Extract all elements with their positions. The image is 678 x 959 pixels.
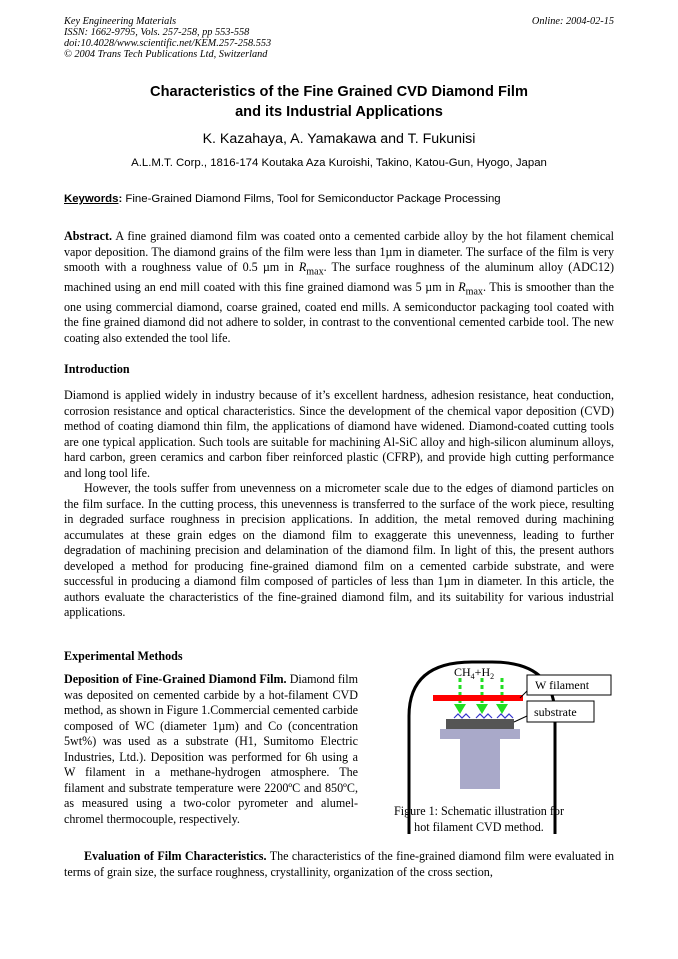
- introduction-body: [64, 388, 614, 621]
- abstract-label: Abstract.: [64, 229, 113, 243]
- title-line-2: and its Industrial Applications: [235, 104, 443, 120]
- copyright-line: © 2004 Trans Tech Publications Ltd, Switzerland: [64, 49, 268, 60]
- journal-name: Key Engineering Materials: [64, 16, 177, 27]
- abstract-part-2: . The surface roughness of the aluminum alloy (ADC12) machined using an end mill coated with this fine grained diamond was 5 µm in: [64, 260, 614, 294]
- evaluation-label: Evaluation of Film Characteristics.: [84, 849, 267, 863]
- filament-label: W filament: [535, 678, 590, 692]
- online-date: Online: 2004-02-15: [531, 16, 614, 27]
- deposition-paragraph: [64, 672, 358, 827]
- paper-title: [60, 82, 618, 122]
- affiliation: A.L.M.T. Corp., 1816-174 Koutaka Aza Kuroishi, Takino, Katou-Gun, Hyogo, Japan: [131, 157, 547, 169]
- evaluation-paragraph: [64, 849, 614, 880]
- holder-plate: [440, 729, 520, 739]
- experimental-heading: Experimental Methods: [64, 649, 183, 663]
- substrate-pointer: [514, 716, 527, 722]
- keywords-text: Fine-Grained Diamond Films, Tool for Semiconductor Package Processing: [125, 193, 501, 205]
- deposition-label: Deposition of Fine-Grained Diamond Film.: [64, 672, 287, 686]
- r-subscript: max: [465, 286, 483, 298]
- keywords-line: Keywords: Fine-Grained Diamond Films, Tool for Semiconductor Package Processing: [64, 193, 501, 205]
- intro-paragraph-1: Diamond is applied widely in industry because of it’s excellent hardness, adhesion resistance, heat conduction, corrosion resistance and optical characteristics. Since the development of the chemical vapor deposition (CVD) method of coating diamond thin film, the applications of diamond have widened. Diamond-coated cutting tools are one typical application. Such tools are suitable for machining Al-SiC alloy and high-silicon aluminum alloys, hard carbon, green ceramics and carbon fiber reinforced plastic (CFRP), and provide high cutting performance and long tool life.: [64, 388, 614, 480]
- diamond-deposit: [454, 714, 513, 718]
- figure-1-caption: [376, 803, 582, 835]
- doi-line: doi:10.4028/www.scientific.net/KEM.257-258.553: [64, 38, 272, 49]
- substrate-label: substrate: [534, 705, 577, 719]
- author-list: K. Kazahaya, A. Yamakawa and T. Fukunisi: [202, 131, 476, 147]
- r-symbol: R: [458, 279, 466, 294]
- abstract: [64, 229, 614, 346]
- r-symbol: R: [298, 260, 307, 274]
- holder-stem: [460, 739, 500, 789]
- w-filament: [433, 695, 523, 701]
- abstract-part-3: . This is smoother than the one using commercial diamond, coarse grained, coated end mills. A semiconductor packaging tool coated with the fine grained diamond did not adhere to solder, in contrast to the conventional cemented carbide tool. The new coating also extended the tool life.: [64, 279, 614, 345]
- journal-header: [64, 16, 271, 60]
- filament-pointer: [520, 691, 527, 698]
- r-subscript: max: [306, 266, 324, 278]
- gas-label: $CH_4+H_2$: [454, 665, 495, 681]
- substrate: [446, 719, 514, 729]
- keywords-label: Keywords: [64, 193, 119, 205]
- caption-line-1: Figure 1: Schematic illustration for: [394, 804, 564, 818]
- deposition-text: Diamond film was deposited on cemented carbide by a hot-filament CVD method, as shown in Figure 1.Commercial cemented carbide composed of WC (diameter 1µm) and Co (concentration 5wt%) was used as a substrate (H1, Sumitomo Electric Industries, Ltd.). Deposition was performed for 6h using a W filament in a methane-hydrogen atmosphere. The filament and substrate temperature were 2200ºC and 850ºC, as measured using a two-color pyrometer and alumel-chromel thermocouple, respectively.: [64, 672, 358, 826]
- evaluation-text: The characteristics of the fine-grained diamond film were evaluated in terms of grain size, the surface roughness, crystallinity, organization of the cross section,: [64, 849, 614, 879]
- issn-line: ISSN: 1662-9795, Vols. 257-258, pp 553-558: [64, 27, 250, 38]
- title-line-1: Characteristics of the Fine Grained CVD Diamond Film: [150, 84, 528, 100]
- intro-paragraph-2: However, the tools suffer from unevenness on a micrometer scale due to the edges of diamond particles on the film surface. In the cutting process, this unevenness is transferred to the surface of the work piece, resulting in degraded surface roughness in precision applications. In addition, the metal removed during machining accumulates at these grain edges on the diamond film to exaggerate this unevenness, leading to further degradation of machining precision and delamination of the diamond film. In light of this, the present authors developed a method for producing fine-grained diamond film on a cemented carbide substrate, and were successful in producing a diamond film composed of particles of less than 1µm in diameter. In this article, the authors evaluate the characteristics of the fine-grained diamond film, and its suitability for various industrial applications.: [64, 481, 614, 619]
- caption-line-2: hot filament CVD method.: [414, 820, 544, 834]
- introduction-heading: Introduction: [64, 362, 130, 376]
- abstract-part-1: A fine grained diamond film was coated onto a cemented carbide alloy by the hot filament chemical vapor deposition. The diamond grains of the film were less than 1µm in diameter. The surface of the film is very smooth with a roughness value of 0.5 µm in: [64, 229, 614, 274]
